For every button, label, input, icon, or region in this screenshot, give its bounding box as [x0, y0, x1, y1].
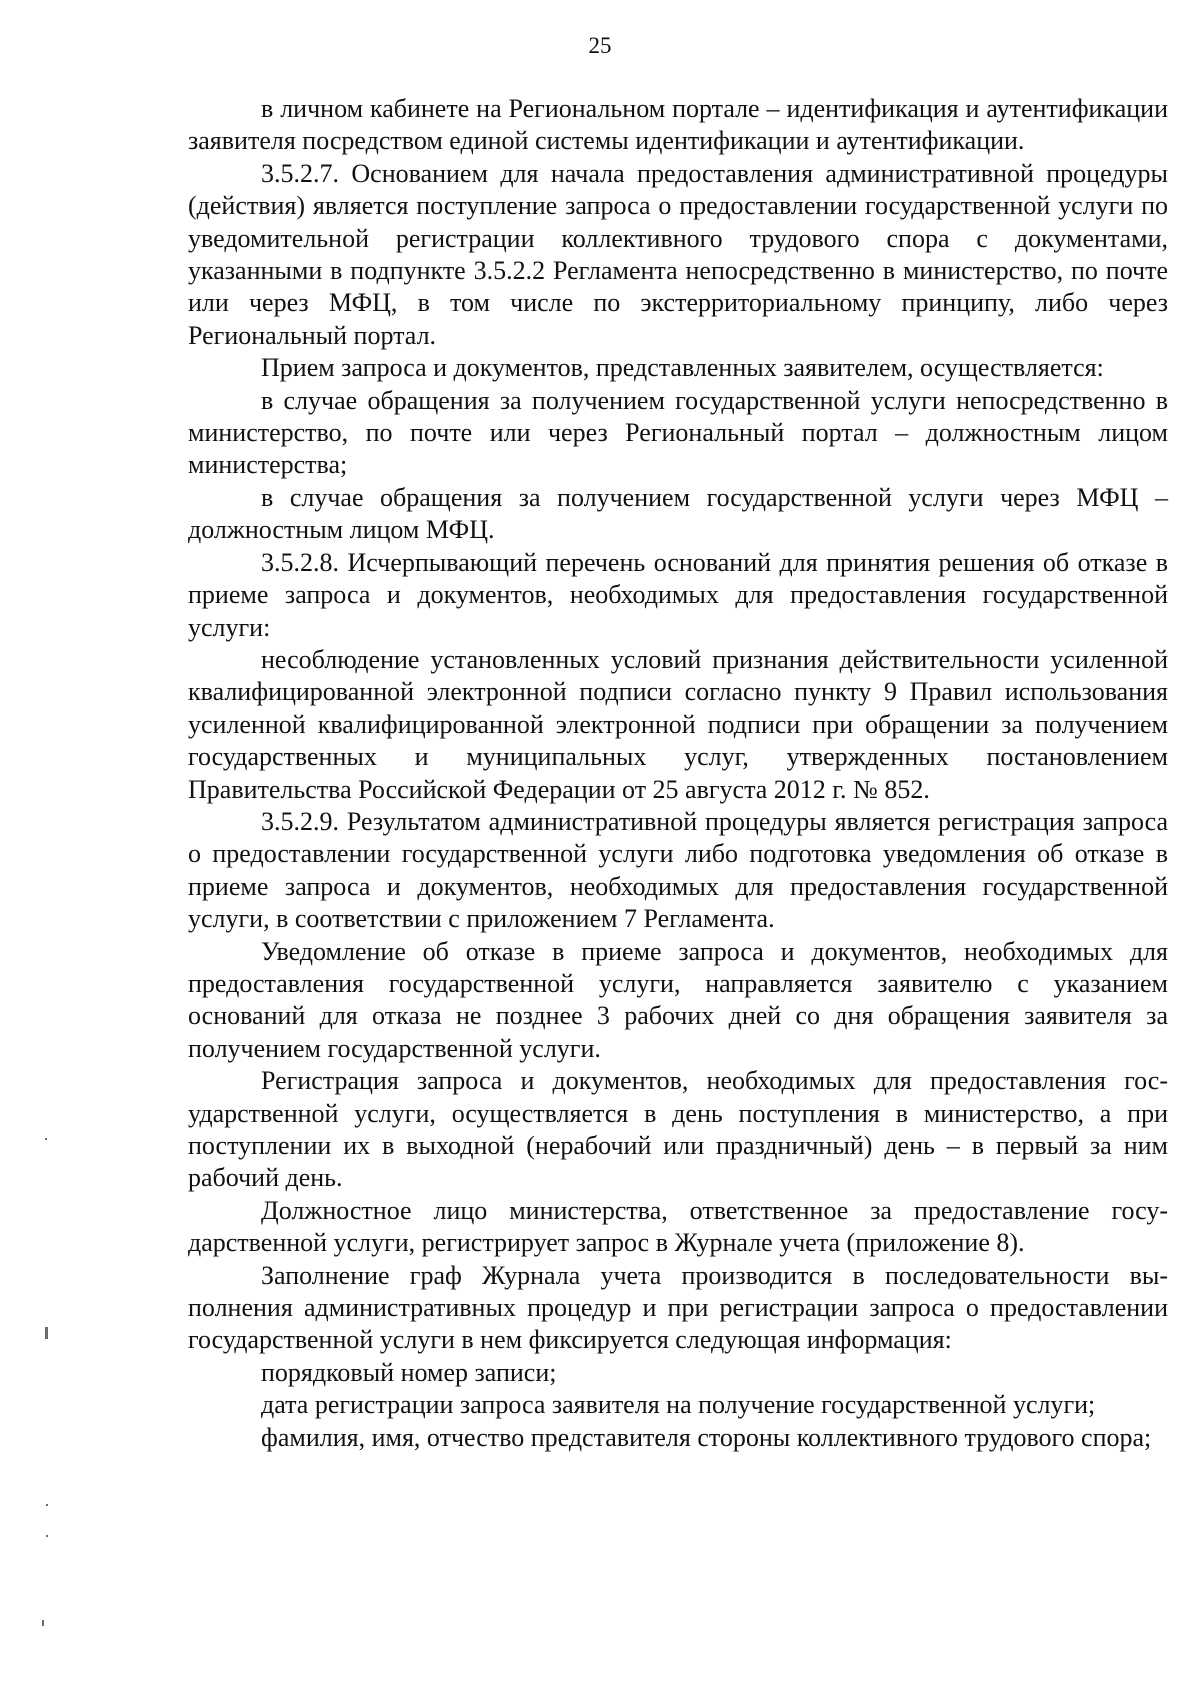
- paragraph-journal-registration: Должностное лицо министерства, ответственное за предоставление государственной услуги, регистрирует запрос в Журнале учета (приложение 8).: [188, 1195, 1168, 1258]
- scan-artifact-mark: [42, 1620, 44, 1626]
- paragraph-personal-cabinet-identification: в личном кабинете на Региональном портале – идентификация и аутентификации заявителя посредством единой системы идентификации и аутентификации.: [188, 94, 1168, 156]
- paragraph-request-acceptance: Прием запроса и документов, представленных заявителем, осуществляется:: [261, 353, 1104, 383]
- paragraph-3-5-2-9-result: 3.5.2.9. Результатом административной процедуры является регистрация запроса о предоставлении государственной услуги либо подготовка уведомления об отказе в приеме запроса и документов, необходимых для предоставления государственной услуги, в соответствии с приложением 7 Регламента.: [188, 806, 1168, 934]
- scan-artifact-mark: [45, 1138, 47, 1140]
- paragraph-signature-noncompliance: несоблюдение установленных условий признания действительности усиленной квалифицированной электронной подписи согласно пункту 9 Правил использования усиленной квалифицированной электронной подписи при обращении за получением государственных и муниципальных услуг, утвержденных постановлением Правительства Российской Федерации от 25 августа 2012 г. № 852.: [188, 644, 1168, 804]
- paragraph-refusal-notice: Уведомление об отказе в приеме запроса и документов, необходимых для предоставления государственной услуги, направляется заявителю с указанием оснований для отказа не позднее 3 рабочих дней со дня обращения заявителя за получением государственной услуги.: [188, 936, 1168, 1063]
- list-item-representative-name: фамилия, имя, отчество представителя стороны коллективного трудового спора;: [261, 1422, 1152, 1452]
- list-item-registration-date: дата регистрации запроса заявителя на получение государственной услуги;: [261, 1390, 1096, 1420]
- list-item-record-number: порядковый номер записи;: [261, 1357, 557, 1387]
- paragraph-3-5-2-8-refusal-grounds: 3.5.2.8. Исчерпывающий перечень оснований для принятия решения об отказе в приеме запроса и документов, необходимых для предоставления государственной услуги:: [188, 547, 1168, 642]
- scan-artifact-mark: [45, 1327, 48, 1339]
- paragraph-ministry-acceptance: в случае обращения за получением государственной услуги непосредственно в министерство, по почте или через Региональный портал – должностным лицом министерства;: [188, 385, 1168, 480]
- paragraph-3-5-2-7-basis: 3.5.2.7. Основанием для начала предоставления административной процедуры (действия) является поступление запроса о предоставлении государственной услуги по уведомительной регистрации коллективного трудового спора с документами, указанными в подпункте 3.5.2.2 Регламента непосредственно в министерство, по почте или через МФЦ, в том числе по экстерриториальному принципу, либо через Региональный портал.: [188, 158, 1168, 350]
- page-number: 25: [588, 33, 612, 58]
- document-body: [188, 93, 1168, 1454]
- scan-artifact-mark: [46, 1504, 48, 1506]
- paragraph-journal-filling: Заполнение граф Журнала учета производится в последовательности выполнения административных процедур и при регистрации запроса о предоставлении государственной услуги в нем фиксируется следующая информация:: [188, 1260, 1168, 1355]
- scan-artifact-mark: [46, 1535, 48, 1537]
- paragraph-registration-timing: Регистрация запроса и документов, необходимых для предоставления государственной услуги, осуществляется в день поступления в министерство, а при поступлении их в выходной (нерабочий или праздничный) день – в первый за ним рабочий день.: [188, 1066, 1168, 1193]
- paragraph-mfc-acceptance: в случае обращения за получением государственной услуги через МФЦ – должностным лицом МФЦ.: [188, 482, 1168, 545]
